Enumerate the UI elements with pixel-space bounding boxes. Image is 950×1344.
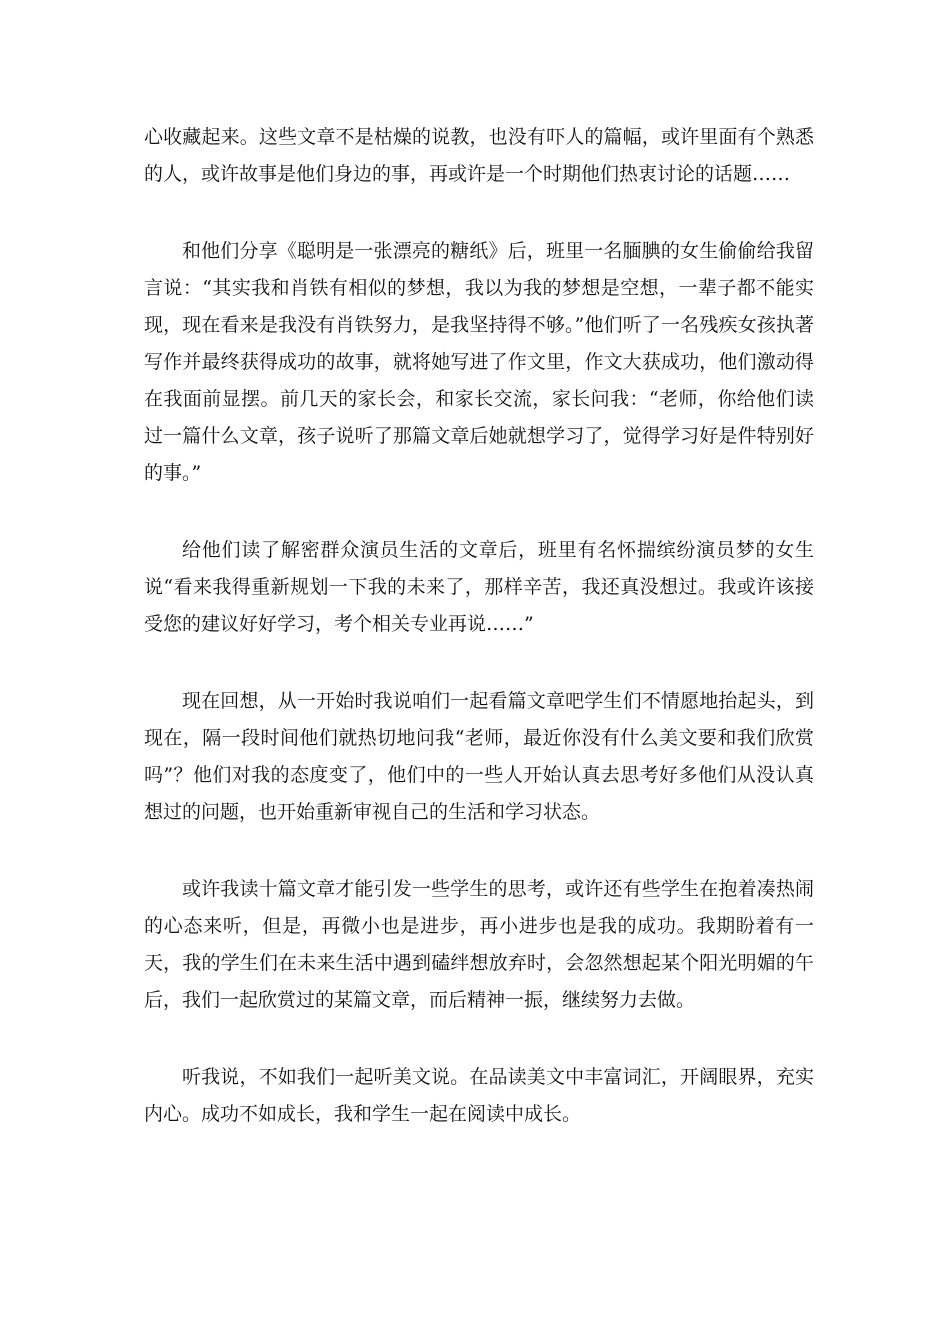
paragraph-5: 或许我读十篇文章才能引发一些学生的思考，或许还有些学生在抱着凑热闹的心态来听，但是，再微小也是进步，再小进步也是我的成功。我期盼着有一天，我的学生们在未来生活中遇到磕绊想放弃时，会忽然想起某个阳光明媚的午后，我们一起欣赏过的某篇文章，而后精神一振，继续努力去做。 xyxy=(144,878,814,1011)
paragraph-1: 心收藏起来。这些文章不是枯燥的说教，也没有吓人的篇幅，或许里面有个熟悉的人，或许故事是他们身边的事，再或许是一个时期他们热衷讨论的话题…… xyxy=(144,126,814,185)
paragraph-3: 给他们读了解密群众演员生活的文章后，班里有名怀揣缤纷演员梦的女生说“看来我得重新规划一下我的未来了，那样辛苦，我还真没想过。我或许该接受您的建议好好学习，考个相关专业再说……” xyxy=(144,539,814,635)
paragraph-4: 现在回想，从一开始时我说咱们一起看篇文章吧学生们不情愿地抬起头，到现在，隔一段时间他们就热切地问我“老师，最近你没有什么美文要和我们欣赏吗”？他们对我的态度变了，他们中的一些人开始认真去思考好多他们从没认真想过的问题，也开始重新审视自己的生活和学习状态。 xyxy=(144,690,814,823)
paragraph-2: 和他们分享《聪明是一张漂亮的糖纸》后，班里一名腼腆的女生偷偷给我留言说：“其实我和肖铁有相似的梦想，我以为我的梦想是空想，一辈子都不能实现，现在看来是我没有肖铁努力，是我坚持得不够。”他们听了一名残疾女孩执著写作并最终获得成功的故事，就将她写进了作文里，作文大获成功，他们激动得在我面前显摆。前几天的家长会，和家长交流，家长问我：“老师，你给他们读过一篇什么文章，孩子说听了那篇文章后她就想学习了，觉得学习好是件特别好的事。” xyxy=(144,240,814,484)
document-body xyxy=(144,119,814,1173)
paragraph-6: 听我说，不如我们一起听美文说。在品读美文中丰富词汇，开阔眼界，充实内心。成功不如成长，我和学生一起在阅读中成长。 xyxy=(144,1066,814,1125)
